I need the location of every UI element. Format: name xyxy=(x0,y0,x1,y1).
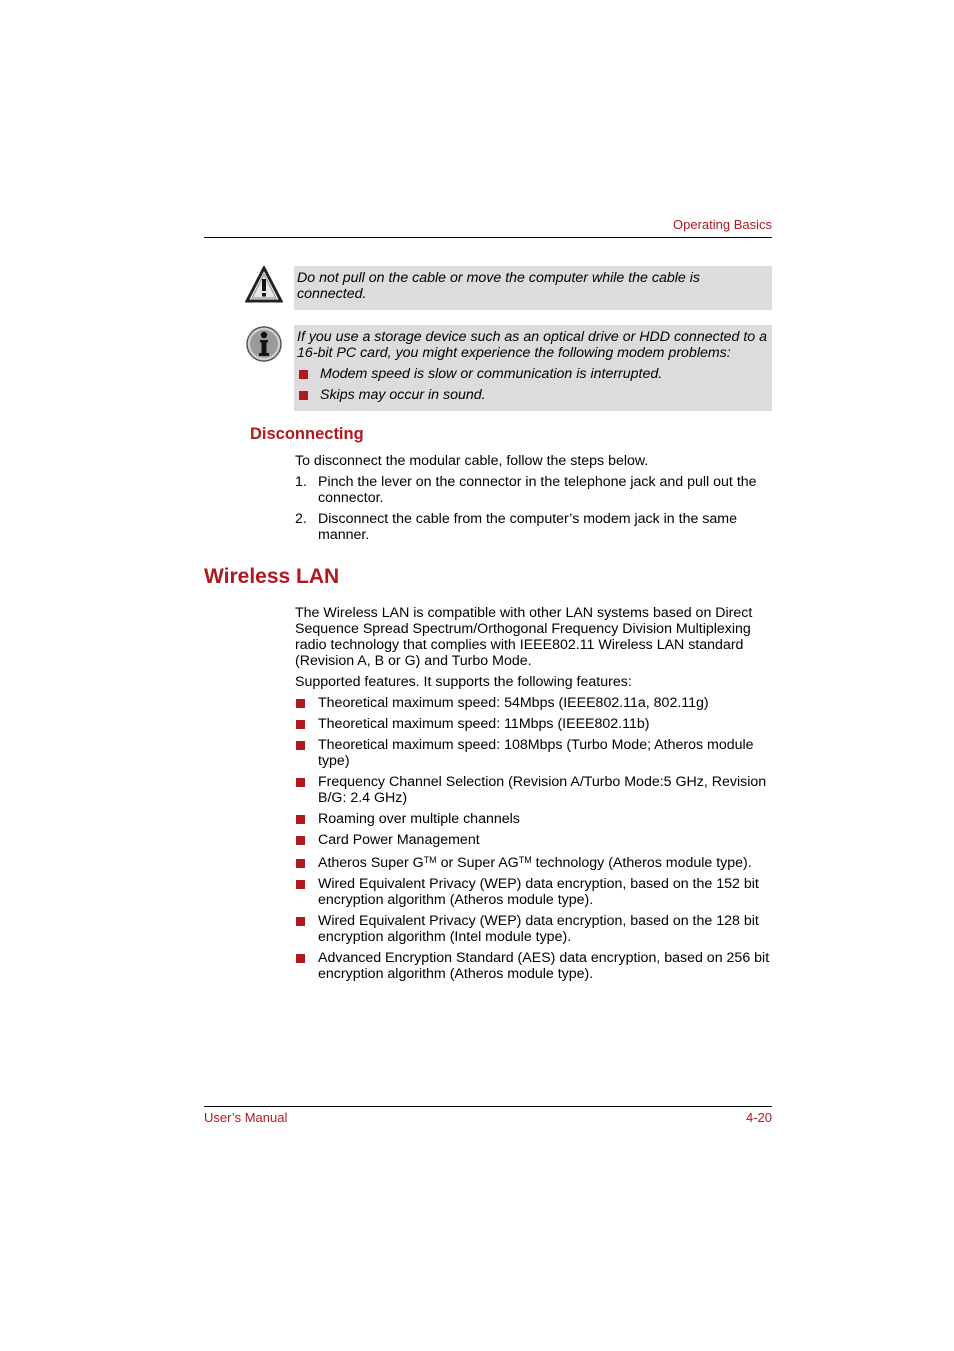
feature-list-item: Card Power Management xyxy=(295,832,772,848)
step-item: 2. Disconnect the cable from the computer’s modem jack in the same manner. xyxy=(295,511,737,543)
running-header: Operating Basics xyxy=(673,217,772,232)
feature-list-item: Wired Equivalent Privacy (WEP) data encryption, based on the 128 bit encryption algorithm (Intel module type). xyxy=(295,913,772,945)
bullet-square-icon xyxy=(296,954,305,963)
bullet-square-icon xyxy=(296,859,305,868)
bullet-square-icon xyxy=(299,370,308,379)
wireless-lan-intro: The Wireless LAN is compatible with other LAN systems based on Direct Sequence Spread Spectrum/Orthogonal Frequency Division Multiplexing radio technology that complies with IEEE802.11 Wireless LAN standard (Revision A, B or G) and Turbo Mode. xyxy=(295,605,753,669)
bullet-square-icon xyxy=(296,815,305,824)
bullet-square-icon xyxy=(296,836,305,845)
feature-list-item: Frequency Channel Selection (Revision A/Turbo Mode:5 GHz, Revision B/G: 2.4 GHz) xyxy=(295,774,772,806)
wireless-lan-body xyxy=(295,605,772,987)
step-item: 1. Pinch the lever on the connector in the telephone jack and pull out the connector. xyxy=(295,474,757,506)
section-heading-disconnecting: Disconnecting xyxy=(250,425,364,443)
feature-list-item: Theoretical maximum speed: 54Mbps (IEEE802.11a, 802.11g) xyxy=(295,695,772,711)
caution-note xyxy=(294,266,772,310)
header-rule xyxy=(204,237,772,238)
wireless-lan-features-intro: Supported features. It supports the following features: xyxy=(295,674,632,690)
footer-rule xyxy=(204,1106,772,1107)
bullet-square-icon xyxy=(296,720,305,729)
caution-note-text: Do not pull on the cable or move the computer while the cable is connected. xyxy=(297,270,700,302)
info-note-bullet: Modem speed is slow or communication is interrupted. xyxy=(297,366,768,382)
feature-list-item: Wired Equivalent Privacy (WEP) data encryption, based on the 152 bit encryption algorithm (Atheros module type). xyxy=(295,876,772,908)
disconnecting-body xyxy=(295,453,772,548)
bullet-square-icon xyxy=(296,917,305,926)
feature-list-item: Theoretical maximum speed: 108Mbps (Turbo Mode; Atheros module type) xyxy=(295,737,772,769)
bullet-square-icon xyxy=(296,778,305,787)
feature-list-item: Atheros Super G™ or Super AG™ technology (Atheros module type). xyxy=(295,855,772,871)
bullet-square-icon xyxy=(299,391,308,400)
info-icon xyxy=(245,325,283,363)
bullet-square-icon xyxy=(296,699,305,708)
feature-list-item: Advanced Encryption Standard (AES) data encryption, based on 256 bit encryption algorithm (Atheros module type). xyxy=(295,950,772,982)
footer-manual-title: User’s Manual xyxy=(204,1110,288,1125)
disconnecting-intro: To disconnect the modular cable, follow the steps below. xyxy=(295,453,649,469)
bullet-square-icon xyxy=(296,741,305,750)
info-note-bullet: Skips may occur in sound. xyxy=(297,387,768,403)
warning-triangle-icon xyxy=(245,266,283,304)
section-heading-wireless-lan: Wireless LAN xyxy=(204,565,340,588)
bullet-square-icon xyxy=(296,880,305,889)
page-number: 4-20 xyxy=(745,1110,772,1125)
feature-list-item: Theoretical maximum speed: 11Mbps (IEEE802.11b) xyxy=(295,716,772,732)
info-note-text: If you use a storage device such as an optical drive or HDD connected to a 16-bit PC card, you might experience the following modem problems: xyxy=(297,329,768,361)
feature-list-item: Roaming over multiple channels xyxy=(295,811,772,827)
info-note xyxy=(294,325,772,411)
